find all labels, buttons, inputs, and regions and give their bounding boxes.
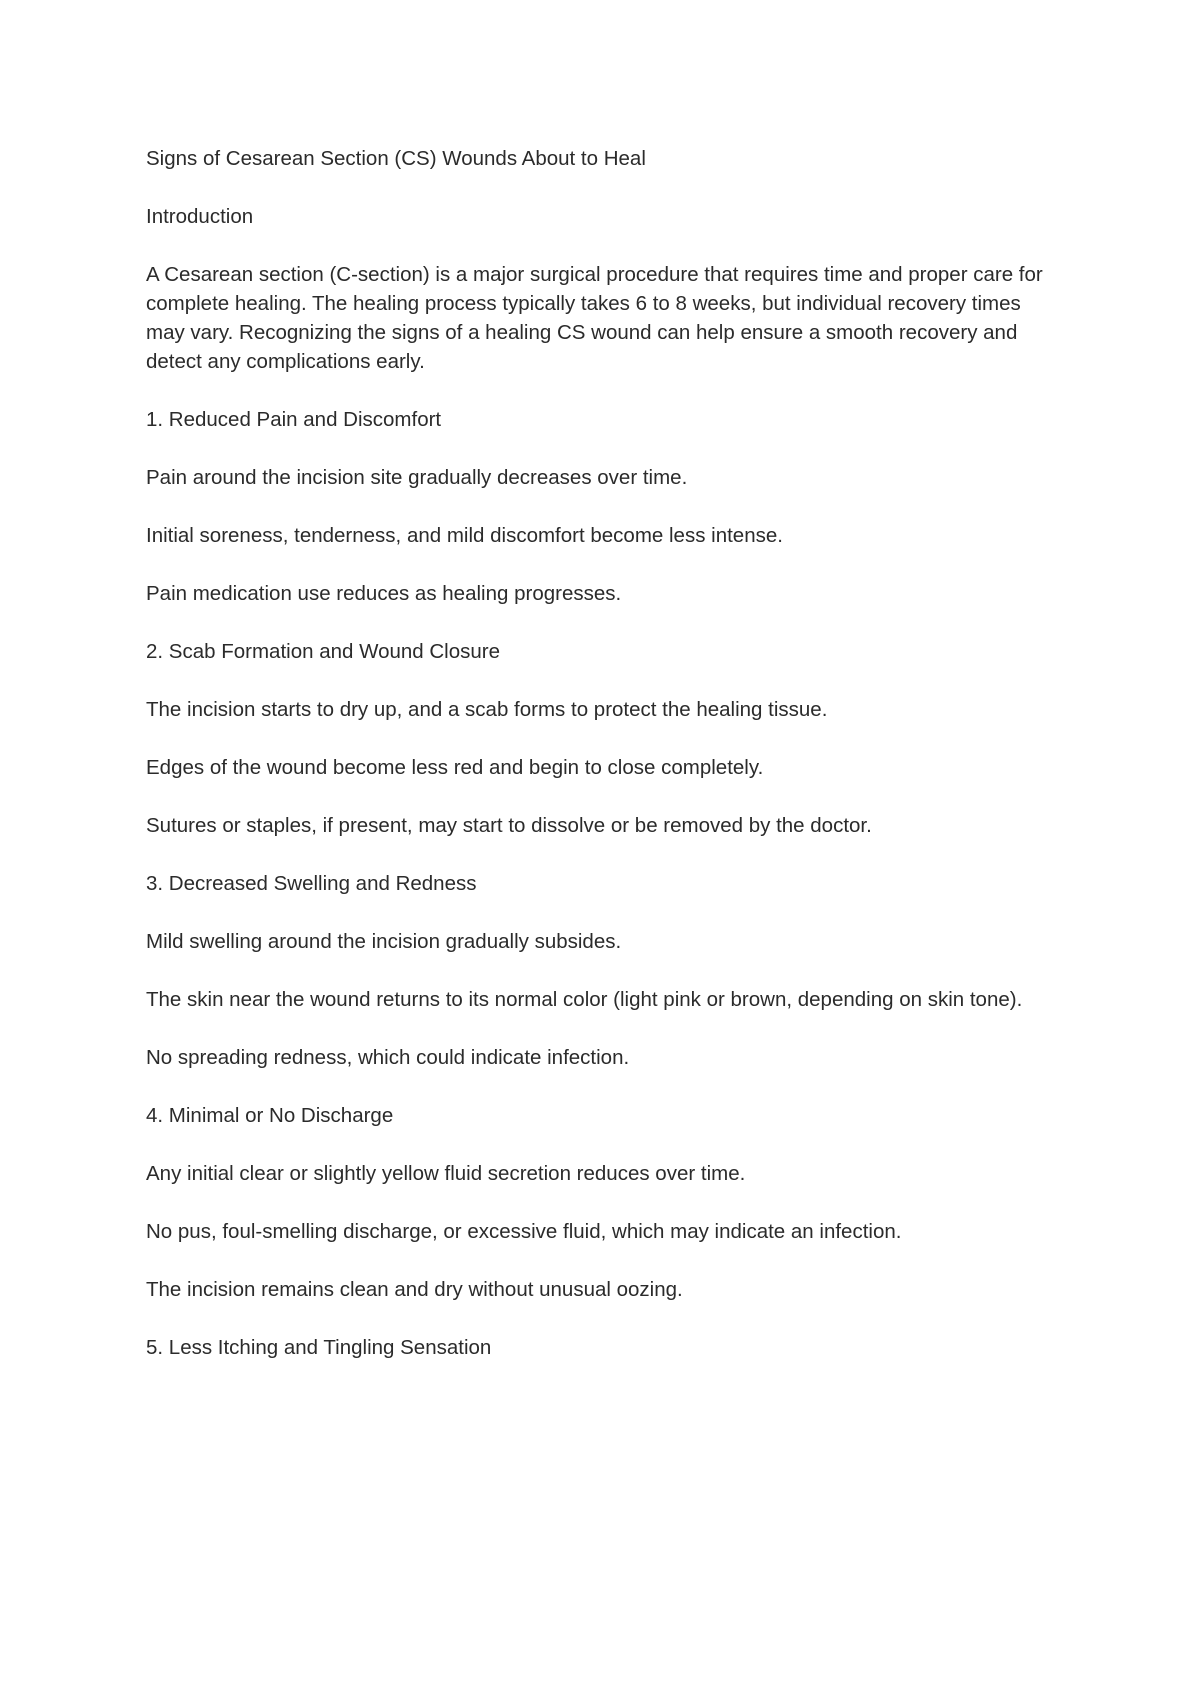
section-1 bbox=[146, 405, 1061, 608]
section-3 bbox=[146, 869, 1061, 1072]
section-point: Sutures or staples, if present, may start to dissolve or be removed by the doctor. bbox=[146, 814, 872, 837]
section-point: No spreading redness, which could indicate infection. bbox=[146, 1046, 630, 1069]
section-point: The incision starts to dry up, and a scab forms to protect the healing tissue. bbox=[146, 698, 828, 721]
section-point: Edges of the wound become less red and begin to close completely. bbox=[146, 756, 764, 779]
section-heading: 4. Minimal or No Discharge bbox=[146, 1104, 394, 1127]
section-heading: 5. Less Itching and Tingling Sensation bbox=[146, 1336, 492, 1359]
section-heading: 1. Reduced Pain and Discomfort bbox=[146, 408, 442, 431]
section-heading: 2. Scab Formation and Wound Closure bbox=[146, 640, 501, 663]
introduction-heading: Introduction bbox=[146, 205, 254, 228]
section-point: Initial soreness, tenderness, and mild discomfort become less intense. bbox=[146, 524, 783, 547]
introduction-paragraph: A Cesarean section (C-section) is a major surgical procedure that requires time and proper care for complete healing. The healing process typically takes 6 to 8 weeks, but individual recovery times may vary. Recognizing the signs of a healing CS wound can help ensure a smooth recovery and detect any complications early. bbox=[146, 263, 1043, 373]
section-point: The incision remains clean and dry without unusual oozing. bbox=[146, 1278, 683, 1301]
section-point: No pus, foul-smelling discharge, or excessive fluid, which may indicate an infection. bbox=[146, 1220, 902, 1243]
section-point: Mild swelling around the incision gradually subsides. bbox=[146, 930, 622, 953]
section-2 bbox=[146, 637, 1061, 840]
document-body bbox=[146, 144, 1061, 1391]
section-point: Pain medication use reduces as healing progresses. bbox=[146, 582, 622, 605]
section-point: The skin near the wound returns to its normal color (light pink or brown, depending on skin tone). bbox=[146, 988, 1023, 1011]
section-point: Pain around the incision site gradually decreases over time. bbox=[146, 466, 688, 489]
section-heading: 3. Decreased Swelling and Redness bbox=[146, 872, 477, 895]
section-5 bbox=[146, 1333, 1061, 1362]
document-title: Signs of Cesarean Section (CS) Wounds About to Heal bbox=[146, 147, 646, 170]
section-4 bbox=[146, 1101, 1061, 1304]
section-point: Any initial clear or slightly yellow fluid secretion reduces over time. bbox=[146, 1162, 746, 1185]
